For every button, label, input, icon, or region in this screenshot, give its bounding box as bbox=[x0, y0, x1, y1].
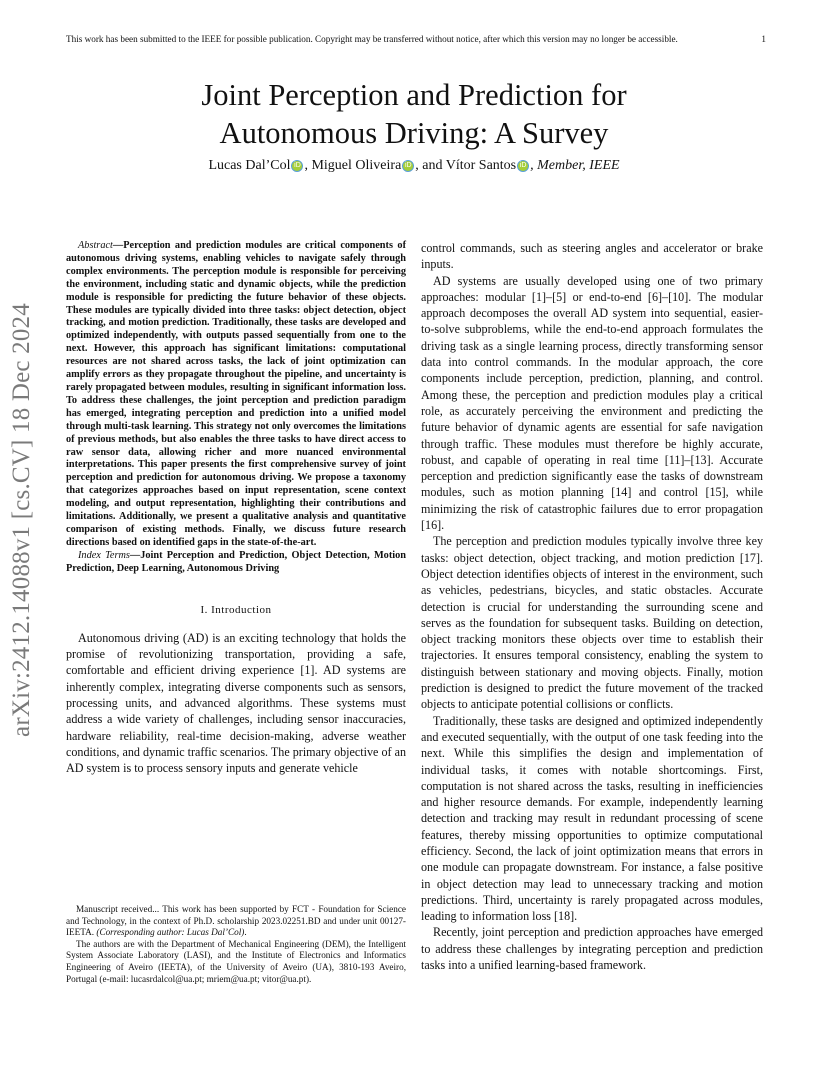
body-paragraph: Recently, joint perception and prediction approaches have emerged to address these challenges by integrating perception and prediction tasks into a unified learning-based framework. bbox=[421, 925, 763, 973]
title-line-1: Joint Perception and Prediction for bbox=[201, 78, 627, 112]
copyright-notice: This work has been submitted to the IEEE for possible publication. Copyright may be transferred without notice, after which this version may no longer be accessible. bbox=[66, 34, 678, 44]
orcid-icon[interactable]: iD bbox=[517, 160, 529, 172]
footnote-funding-end: . bbox=[244, 927, 247, 938]
abstract-text: —Perception and prediction modules are critical components of autonomous driving systems, enabling vehicles to navigate safely through complex environments. The perception module is responsible for perceiving the environment, including static and dynamic objects, while the prediction module is responsible for predicting the future behavior of these objects. These modules are typically divided into three tasks: object detection, object tracking, and motion prediction. Traditionally, these tasks are developed and optimized independently, with outputs passed sequentially from one to the next. However, this approach has significant limitations: computational resources are not shared across tasks, the lack of joint optimization can amplify errors as they propagate throughout the pipeline, and uncertainty is rarely propagated between modules, resulting in significant information loss. To address these challenges, the joint perception and prediction paradigm has emerged, integrating perception and prediction into a unified model through multi-task learning. This strategy not only overcomes the limitations of previous methods, but also enables the three tasks to have direct access to raw sensor data, allowing richer and more nuanced environmental interpretations. This paper presents the first comprehensive survey of joint perception and prediction for autonomous driving. We propose a taxonomy that categorizes approaches based on input representation, scene context modeling, and output representation, highlighting their contributions and limitations. Additionally, we present a qualitative analysis and quantitative comparison of existing methods. Finally, we discuss future research directions based on identified gaps in the state-of-the-art. bbox=[66, 240, 406, 548]
body-paragraph: control commands, such as steering angles and accelerator or brake inputs. bbox=[421, 241, 763, 272]
index-terms-text: —Joint Perception and Prediction, Object Detection, Motion Prediction, Deep Learning, Autonomous Driving bbox=[66, 549, 406, 574]
footnote-corresponding-author: (Corresponding author: Lucas Dal’Col) bbox=[96, 927, 245, 938]
author-2: , Miguel Oliveira bbox=[304, 158, 402, 173]
footnote-funding-text: Manuscript received... This work has been supported by FCT - Foundation for Science and Technology, in the context of Ph.D. scholarship 2023.02251.BD and under unit 00127-IEETA. bbox=[66, 904, 406, 938]
abstract bbox=[66, 240, 406, 550]
right-column bbox=[421, 240, 763, 973]
section-heading-introduction: I. Introduction bbox=[200, 603, 272, 616]
index-terms bbox=[66, 550, 406, 576]
orcid-icon[interactable]: iD bbox=[402, 160, 414, 172]
abstract-label: Abstract bbox=[78, 240, 113, 251]
intro-paragraph: Autonomous driving (AD) is an exciting technology that holds the promise of revolutionizing transportation, providing a safe, comfortable and efficient driving experience [1]. AD systems are inherently complex, integrating diverse components such as sensors, processing units, and advanced algorithms. These systems must address a wide variety of challenges, including sensor inaccuracies, hardware reliability, real-time decision-making, adverse weather conditions, and dynamic traffic scenarios. The primary objective of an AD system is to process sensory inputs and generate vehicle bbox=[66, 630, 406, 776]
footnote-affiliation: The authors are with the Department of Mechanical Engineering (DEM), the Intelligent System Associate Laboratory (LASI), and the Institute of Electronics and Informatics Engineering of Aveiro (IEETA), of the University of Aveiro (UA), 3810-193 Aveiro, Portugal (e-mail: lucasrdalcol@ua.pt; mriem@ua.pt; vitor@ua.pt). bbox=[66, 938, 406, 984]
left-column bbox=[66, 240, 406, 777]
footnote-funding bbox=[66, 904, 406, 939]
body-paragraph: The perception and prediction modules typically involve three key tasks: object detection, object tracking, and motion prediction [17]. Object detection identifies objects of interest in the environment, such as vehicles, pedestrians, bicycles, and static obstacles. Accurate detection is crucial for understanding the surrounding scene and serves as the foundation for subsequent tasks. Building on detection, object tracking monitors these objects over time to establish their trajectories. It ensures temporal consistency, enabling the system to distinguish between stationary and moving objects. Finally, motion prediction is designed to predict the future movement of the tracked objects to anticipate potential collisions or conflicts. bbox=[421, 534, 763, 712]
body-paragraph: Traditionally, these tasks are designed and optimized independently and executed sequentially, with the output of one task feeding into the next. While this simplifies the design and implementation of individual tasks, it comes with notable shortcomings. First, computation is not shared across the tasks, resulting in inefficiencies and higher resource demands. For example, independently learning detection and tracking may result in redundant processing of scene features, thereby missing opportunities to optimize computational efficiency. Second, the lack of joint optimization means that errors in one module can propagate downstream. For instance, a false positive in object detection may lead to unnecessary tracking and motion predictions. Third, uncertainty is rarely propagated across modules, leading to information loss [18]. bbox=[421, 713, 763, 924]
author-line bbox=[0, 158, 828, 174]
author-3: , and Vítor Santos bbox=[415, 158, 517, 173]
index-terms-label: Index Terms bbox=[78, 549, 130, 561]
author-1: Lucas Dal’Col bbox=[208, 158, 291, 173]
page-number: 1 bbox=[761, 34, 766, 44]
title-line-2: Autonomous Driving: A Survey bbox=[219, 116, 609, 150]
author-membership: , Member, IEEE bbox=[530, 158, 620, 173]
orcid-icon[interactable]: iD bbox=[291, 160, 303, 172]
body-paragraph: AD systems are usually developed using one of two primary approaches: modular [1]–[5] or end-to-end [6]–[10]. The modular approach decomposes the overall AD system into sequential, easier-to-solve subproblems, while the end-to-end approach formulates the driving task as a single learning process, directly transforming sensor data into control commands. In the modular approach, the core components include perception, prediction, planning, and control. Among these, the perception and prediction modules play a critical role, as accurately perceiving the environment and predicting the future behavior of dynamic agents are essential for safe navigation through traffic. These modules must therefore be highly accurate, robust, and capable of operating in real time [11]–[13]. Accurate perception and prediction significantly ease the tasks of downstream modules, such as motion planning [14] and control [15], while minimizing the risk of catastrophic failures due to error propagation [16]. bbox=[421, 273, 763, 533]
page-header bbox=[66, 34, 766, 44]
footnote bbox=[66, 904, 406, 985]
arxiv-identifier: arXiv:2412.14088v1 [cs.CV] 18 Dec 2024 bbox=[8, 303, 35, 737]
paper-title bbox=[0, 76, 828, 152]
